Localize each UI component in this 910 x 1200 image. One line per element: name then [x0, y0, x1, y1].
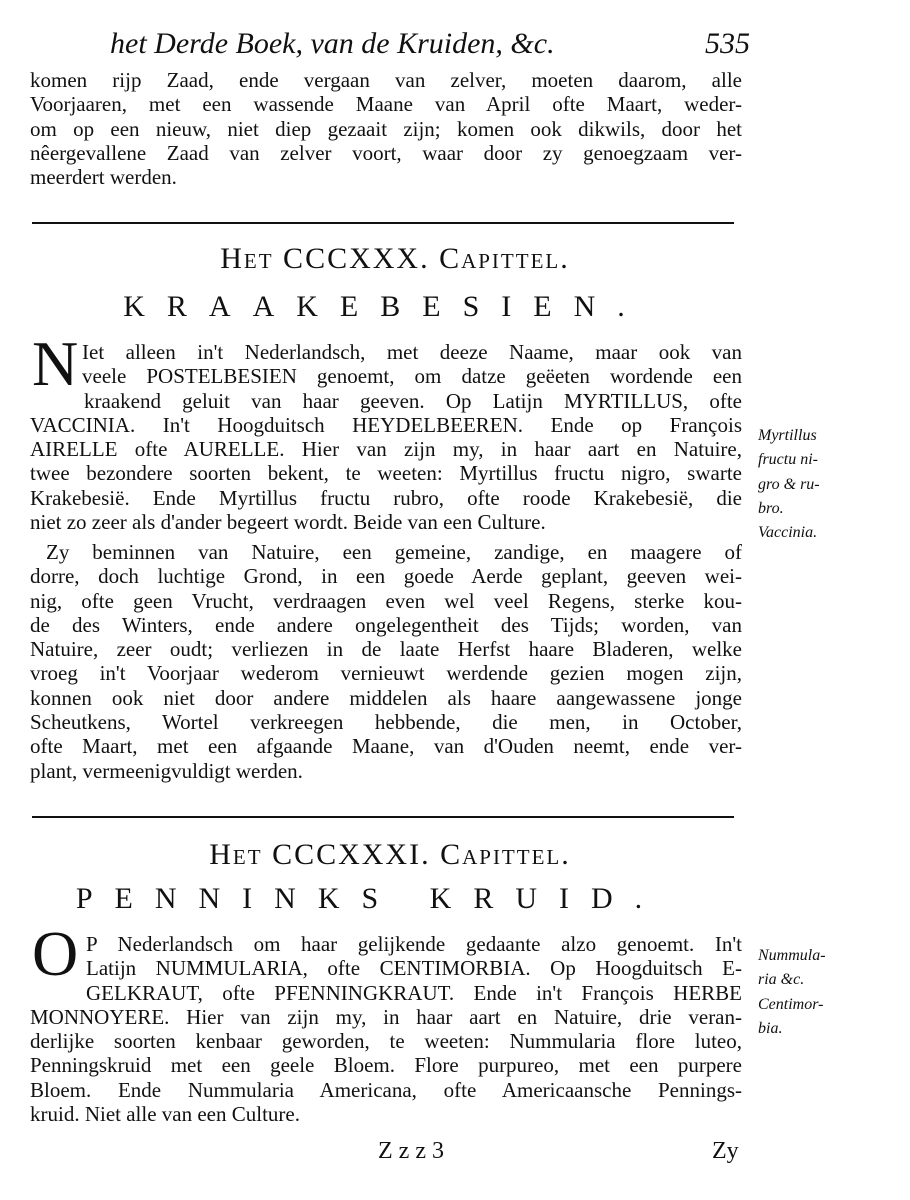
page-number: 535 — [705, 27, 750, 60]
chapter-331-paragraph — [30, 1005, 742, 1126]
text-line: Scheutkens, Wortel verkreegen hebbende, die men, in October, — [30, 710, 742, 735]
text-line: kraakend geluit van haar geeven. Op Latijn MYRTILLUS, ofte — [84, 388, 742, 413]
margin-line: Nummula- — [758, 947, 826, 964]
text-line: VACCINIA. In't Hoogduitsch HEYDELBEEREN. Ende op François — [30, 412, 742, 437]
section-divider — [32, 816, 734, 818]
intro-paragraph — [30, 68, 742, 189]
chapter-331-margin-note — [758, 944, 898, 1041]
text-line: Penningskruid met een geele Bloem. Flore purpureo, met een purpere — [30, 1053, 742, 1078]
chapter-330-margin-note — [758, 424, 898, 545]
chapter-330-paragraph-1-third — [84, 389, 742, 413]
text-line: Natuire, zeer oudt; verliezen in de laate Herfst haare Bladeren, welke — [30, 637, 742, 662]
text-line: twee bezondere soorten bekent, te weeten: Myrtillus fructu nigro, swarte — [30, 461, 742, 486]
signature-mark: Z z z 3 — [378, 1138, 444, 1164]
margin-line: gro & ru- — [758, 475, 820, 493]
text-line: komen rijp Zaad, ende vergaan van zelver, moeten daarom, alle — [30, 68, 742, 92]
text-line: Iet alleen in't Nederlandsch, met deeze Naame, maar ook van — [82, 340, 742, 364]
text-line: MONNOYERE. Hier van zijn my, in haar aart en Natuire, drie veran- — [30, 1004, 742, 1029]
text-line: kruid. Niet alle van een Culture. — [30, 1102, 300, 1127]
text-line: dorre, doch luchtige Grond, in een goede Aerde geplant, geeven wei- — [30, 564, 742, 589]
margin-line: Centimor- — [758, 995, 824, 1013]
margin-line: Vaccinia. — [758, 524, 818, 542]
text-line: om op een nieuw, niet diep gezaait zijn; komen ook dikwils, door het — [30, 116, 742, 141]
drop-cap: O — [32, 918, 79, 989]
chapter-330-paragraph-1 — [30, 413, 742, 534]
text-line: vroeg in't Voorjaar wederom vernieuwt werdende gezien mogen zijn, — [30, 661, 742, 686]
text-line: GELKRAUT, ofte PFENNINGKRAUT. Ende in't François HERBE — [86, 980, 742, 1005]
chapter-330-title: KRAAKEBESIEN. — [123, 290, 647, 323]
text-line: ofte Maart, met een afgaande Maane, van d'Ouden neemt, ende ver- — [30, 734, 742, 759]
chapter-331-heading: Het CCCXXXI. Capittel. — [209, 838, 571, 871]
text-line: Bloem. Ende Nummularia Americana, ofte Americaansche Pennings- — [30, 1077, 742, 1102]
catchword: Zy — [712, 1138, 739, 1164]
text-line: AIRELLE ofte AURELLE. Hier van zijn my, in haar aart en Natuire, — [30, 437, 742, 462]
chapter-330-heading: Het CCCXXX. Capittel. — [220, 242, 570, 275]
chapter-331-paragraph-top — [86, 932, 742, 1005]
text-line: meerdert werden. — [30, 165, 177, 190]
running-title: het Derde Boek, van de Kruiden, &c. — [110, 27, 555, 60]
text-line: nig, ofte geen Vrucht, verdraagen even wel veel Regens, sterke kou- — [30, 588, 742, 613]
text-line: plant, vermeenigvuldigt werden. — [30, 758, 303, 783]
margin-line: bro. — [758, 499, 784, 517]
margin-line: bia. — [758, 1019, 783, 1037]
text-line: konnen ook niet door andere middelen als haare aangewassene jonge — [30, 685, 742, 710]
text-line: Latijn NUMMULARIA, ofte CENTIMORBIA. Op Hoogduitsch E- — [86, 956, 742, 981]
margin-line: ria &c. — [758, 971, 805, 989]
text-line: nêergevallene Zaad van zelver voort, waar door zy genoegzaam ver- — [30, 140, 742, 165]
chapter-330-paragraph-1-top — [82, 340, 742, 389]
text-line: veele POSTELBESIEN genoemt, om datze geëeten wordende een — [82, 364, 742, 389]
text-line: derlijke soorten kenbaar geworden, te weeten: Nummularia flore luteo, — [30, 1029, 742, 1054]
text-line: Voorjaaren, met een wassende Maane van April ofte Maart, weder- — [30, 92, 742, 117]
text-line: Krakebesië. Ende Myrtillus fructu rubro, ofte roode Krakebesië, die — [30, 485, 742, 510]
text-line: de des Winters, ende andere ongelegentheit des Tijds; worden, van — [30, 612, 742, 637]
section-divider — [32, 222, 734, 224]
running-head — [110, 22, 750, 66]
text-line: Zy beminnen van Natuire, een gemeine, zandige, en maagere of — [46, 540, 742, 564]
text-line: P Nederlandsch om haar gelijkende gedaante alzo genoemt. In't — [86, 932, 742, 956]
text-line: niet zo zeer als d'ander begeert wordt. Beide van een Culture. — [30, 510, 546, 535]
margin-line: Myrtillus — [758, 427, 817, 444]
chapter-331-title: PENNINKS KRUID. — [75, 882, 665, 915]
margin-line: fructu ni- — [758, 451, 818, 469]
drop-cap: N — [32, 328, 79, 399]
chapter-330-paragraph-2 — [30, 540, 742, 783]
